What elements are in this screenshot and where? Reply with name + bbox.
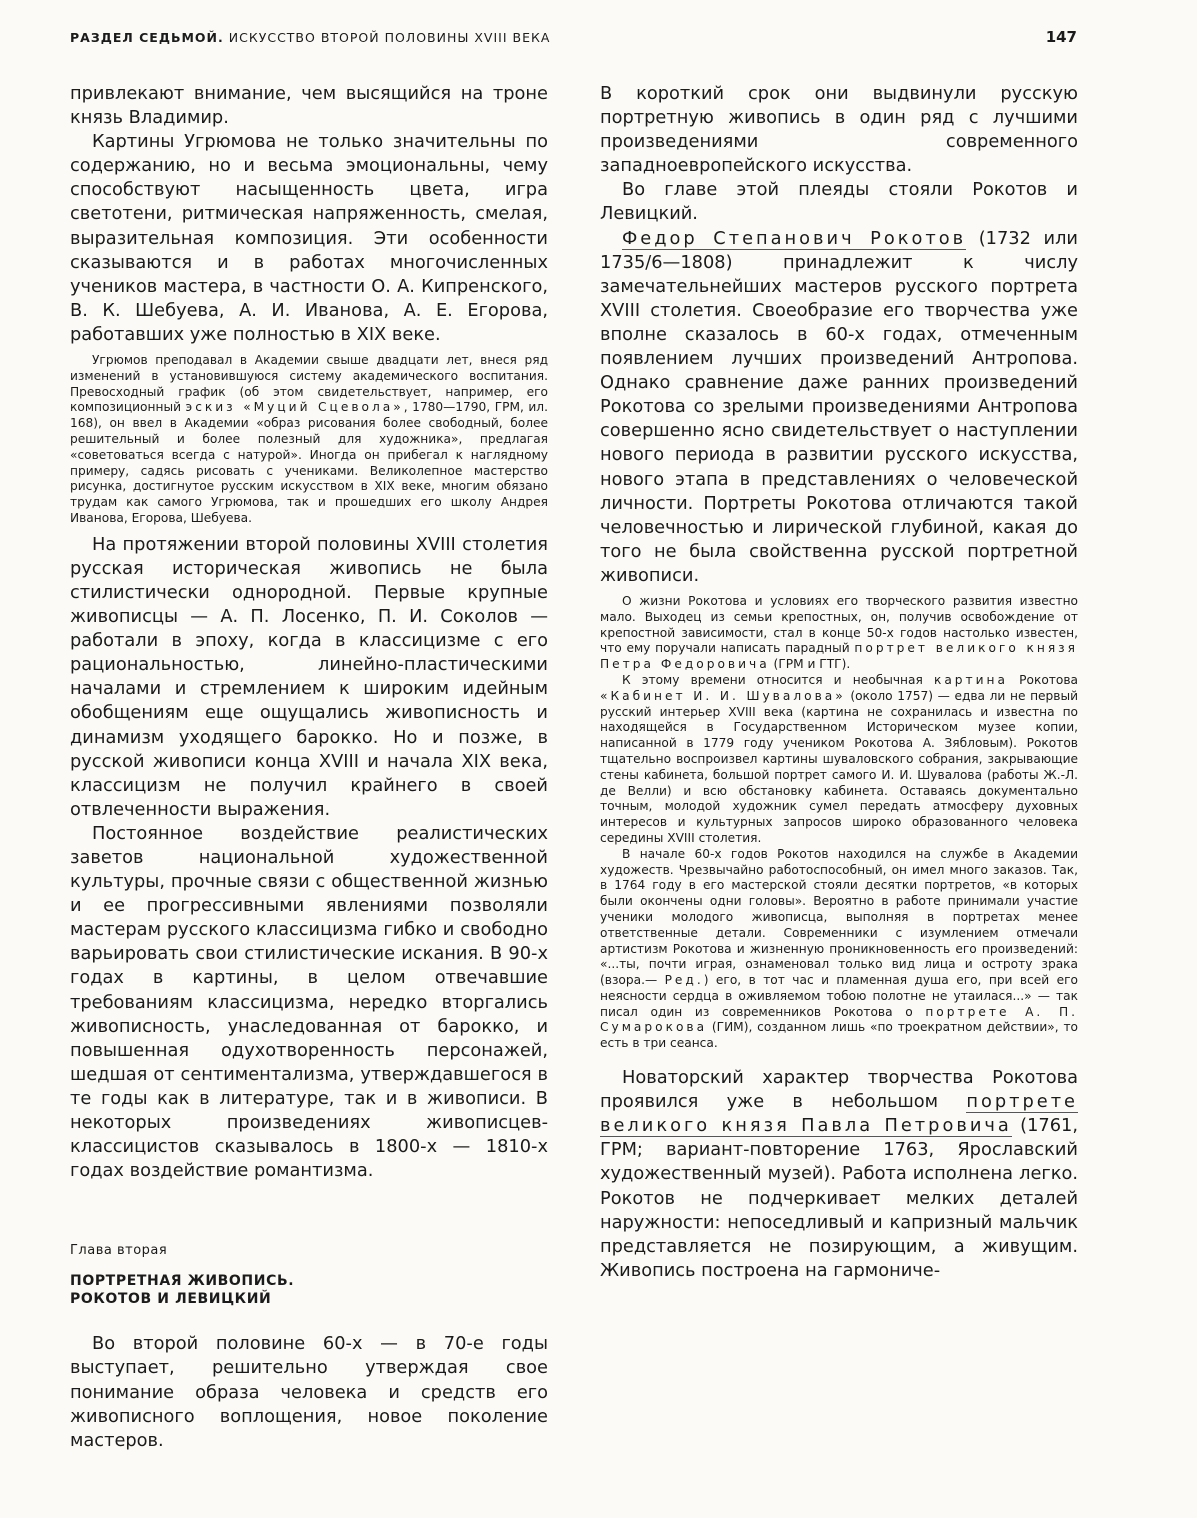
chapter-title: ПОРТРЕТНАЯ ЖИВОПИСЬ. РОКОТОВ И ЛЕВИЦКИЙ: [70, 1273, 295, 1308]
spaced-title: портрет великого князя Петра Федоровича: [600, 641, 1078, 672]
footnote: В начале 60-х годов Рокотов находился на службе в Академии художеств. Чрезвычайно работоспособный, он имел много заказов. Так, в 1764 году в его мастерской стояли десятки портретов, «в которых были окончены одни головы». Вероятно в работе принимали участие ученики молодого живописца, выполняя в портретах менее ответственные детали. Современники с изумлением отмечали артистизм Рокотова и жизненную проникновенность его произведений: «...ты, почти играя, ознаменовал только вид лица и остроту зрака (взора.— Ред.) его, в тот час и пламенная душа его, при всей его неясности сердца в оживляемом тобою полотне не утаилася...» — так писал один из современников Рокотова о портрете А. П. Сумарокова (ГИМ), созданном лишь «по троекратном действии», то есть в три сеанса.: [600, 846, 1078, 1051]
section-label: РАЗДЕЛ СЕДЬМОЙ.: [70, 30, 224, 45]
spaced-word: картина: [933, 672, 1008, 687]
spaced-title: портрете А. П. Сумарокова: [600, 1004, 1078, 1035]
paragraph: привлекают внимание, чем высящийся на троне князь Владимир.: [70, 83, 548, 129]
paragraph: Федор Степанович Рокотов (1732 или 1735/6—1808) принадлежит к числу замечательнейших мастеров русского портрета XVIII столетия. Своеобразие его творчества уже вполне сказалось в 60-х годах, отмеченным появлением лучших произведений Антропова. Однако сравнение даже ранних произведений Рокотова со зрелыми произведениями Антропова совершенно ясно свидетельствует о наступлении нового периода в развитии русского искусства, нового этапа в представлениях о человеческой личности. Портреты Рокотова отличаются такой человечностью и лирической глубиной, какая до того не была свойственна русской портретной живописи.: [600, 227, 1078, 586]
footnote: О жизни Рокотова и условиях его творческого развития известно мало. Выходец из семьи крепостных, он, получив освобождение от крепостной зависимости, стал в конце 50-х годов настолько известен, что ему поручали написать парадный портрет великого князя Петра Федоровича (ГРМ и ГТГ).: [600, 593, 1078, 672]
left-column: [70, 82, 548, 1453]
right-column: [600, 82, 1078, 1283]
paragraph: Постоянное воздействие реалистических заветов национальной художественной культуры, прочные связи с общественной жизнью и ее прогрессивными явлениями позволяли мастерам русского классицизма гибко и свободно варьировать свои стилистические искания. В 90-х годах в картины, в целом отвечавшие требованиям классицизма, нередко вторгались живописность, унаследованная от барокко, и повышенная одухотворенность персонажей, шедшая от сентиментализма, утверждавшегося в те годы как в литературе, так и в живописи. В некоторых произведениях живописцев-классицистов сказывалось в 1800-х — 1810-х годах воздействие романтизма.: [70, 822, 548, 1182]
running-header-title: [70, 30, 550, 45]
chapter-label: Глава вторая: [70, 1243, 168, 1259]
spaced-title: эскиз «Муций Сцевола»: [185, 400, 404, 415]
spaced-title: «Кабинет И. И. Шувалова»: [600, 688, 846, 703]
page-number: 147: [1045, 28, 1077, 46]
person-name: Федор Степанович Рокотов: [622, 227, 967, 249]
spaced-word: Ред.: [664, 973, 704, 988]
paragraph: Во второй половине 60-х — в 70-е годы выступает, решительно утверждая свое понимание образа человека и средств его живописного воплощения, новое поколение мастеров.: [70, 1333, 548, 1451]
paragraph: Во главе этой плеяды стояли Рокотов и Левицкий.: [600, 179, 1078, 225]
running-header: [70, 28, 1077, 50]
footnote: Угрюмов преподавал в Академии свыше двадцати лет, внеся ряд изменений в установившуюся систему академического воспитания. Превосходный график (об этом свидетельствует, например, его композиционный эскиз «Муций Сцевола», 1780—1790, ГРМ, ил. 168), он ввел в Академии «образ рисования более свободный, более решительный и более полезный для художника», предлагая «советоваться всегда с натурой». Иногда он прибегал к наглядному примеру, садясь рисовать с учениками. Великолепное мастерство рисунка, достигнутое русским искусством в XIX веке, многим обязано трудам как самого Угрюмова, так и прошедших его школу Андрея Иванова, Егорова, Шебуева.: [70, 353, 548, 525]
paragraph: Новаторский характер творчества Рокотова проявился уже в небольшом портрете великого князя Павла Петровича (1761, ГРМ; вариант-повторение 1763, Ярославский художественный музей). Работа исполнена легко. Рокотов не подчеркивает мелких деталей наружности: непоседливый и капризный мальчик представляется не позирующим, а живущим. Живопись построена на гармониче-: [600, 1067, 1078, 1281]
spaced-title: портрете великого князя Павла Петровича: [600, 1091, 1078, 1137]
section-title: ИСКУССТВО ВТОРОЙ ПОЛОВИНЫ XVIII ВЕКА: [228, 30, 551, 45]
paragraph: На протяжении второй половины XVIII столетия русская историческая живопись не была стилистически однородной. Первые крупные живописцы — А. П. Лосенко, П. И. Соколов — работали в эпоху, когда в классицизме с его рациональностью, линейно-пластическими началами и стремлением к широким идейным обобщениям еще ощущались живописность и динамизм уходящего барокко. Но и позже, в русской живописи конца XVIII и начала XIX века, классицизм не получил крайнего в своей отвлеченности выражения.: [70, 533, 548, 820]
paragraph: В короткий срок они выдвинули русскую портретную живопись в один ряд с лучшими произведениями современного западноевропейского искусства.: [600, 83, 1078, 177]
footnote: К этому времени относится и необычная картина Рокотова «Кабинет И. И. Шувалова» (около 1757) — едва ли не первый русский интерьер XVIII века (картина не сохранилась и известна по находящейся в Государственном Историческом музее копии, написанной в 1779 году учеником Рокотова А. Зябловым). Рокотов тщательно воспроизвел картины шуваловского собрания, закрывающие стены кабинета, большой портрет самого И. И. Шувалова (работы Ж.-Л. де Велли) и всю обстановку кабинета. Оставаясь документально точным, молодой художник сумел передать атмосферу духовных интересов и культурных запросов широко образованного человека середины XVIII столетия.: [600, 672, 1078, 845]
paragraph: Картины Угрюмова не только значительны по содержанию, но и весьма эмоциональны, чему способствуют насыщенность цвета, игра светотени, ритмическая напряженность, смелая, выразительная композиция. Эти особенности сказываются и в работах многочисленных учеников мастера, в частности О. А. Кипренского, В. К. Шебуева, А. И. Иванова, А. Е. Егорова, работавших уже полностью в XIX веке.: [70, 131, 548, 345]
